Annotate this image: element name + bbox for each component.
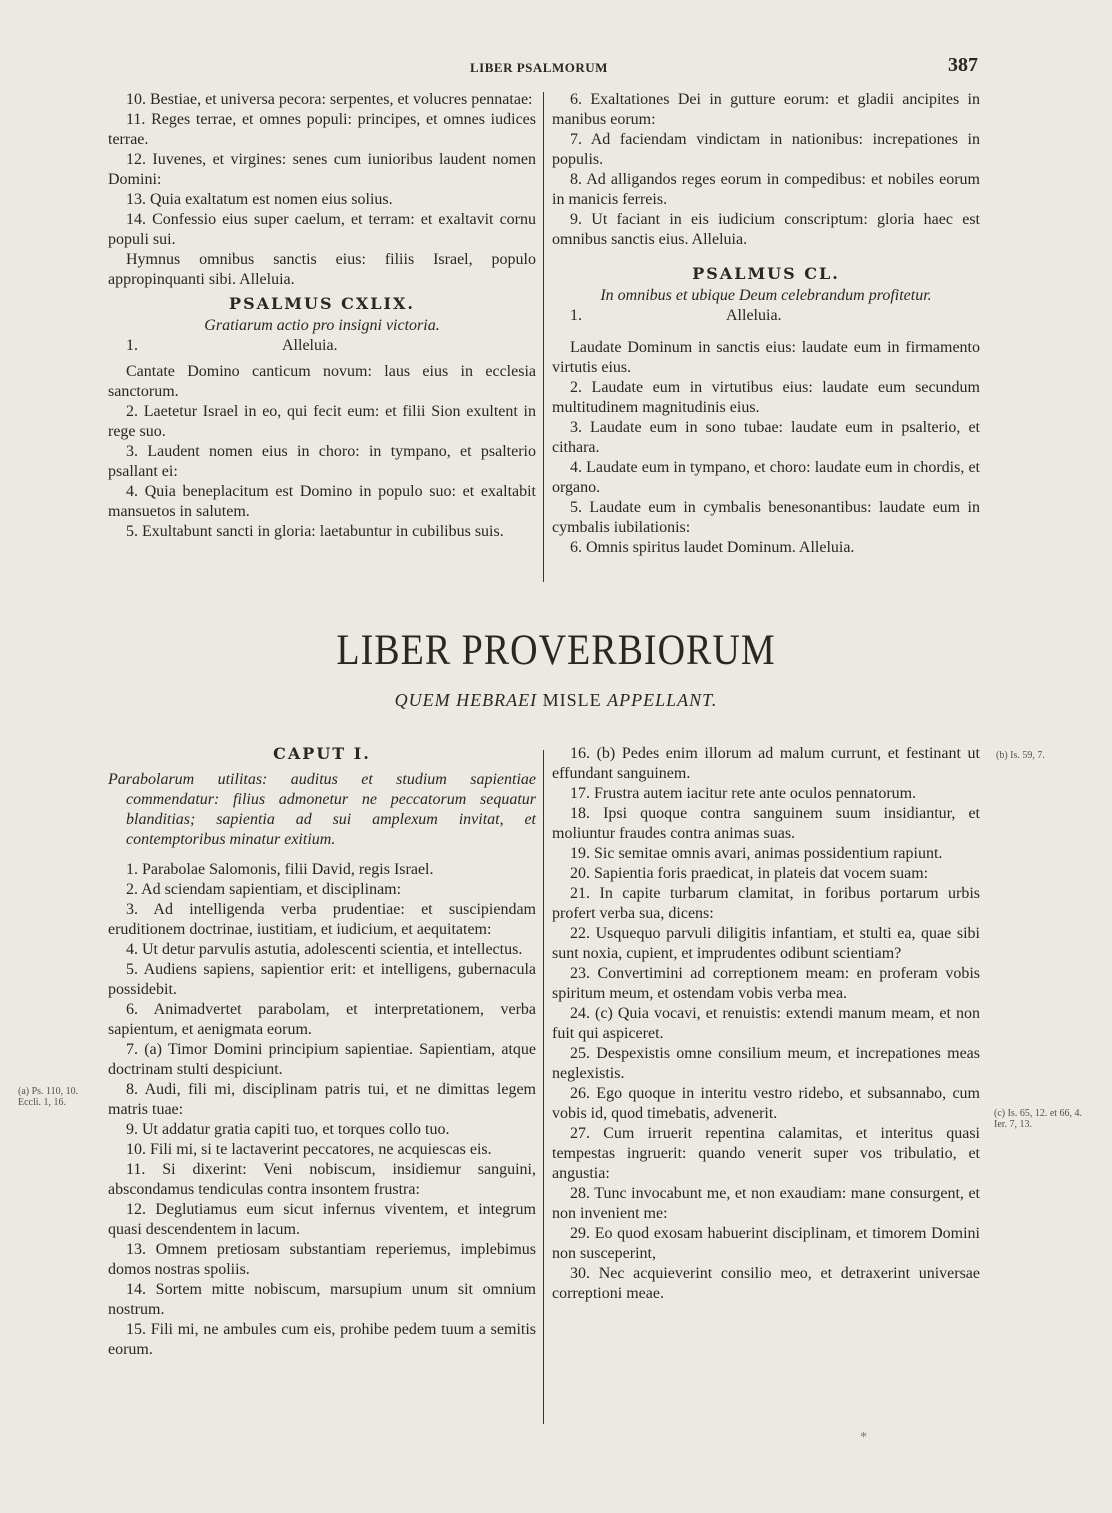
verse: 6. Omnis spiritus laudet Dominum. Alleluia.	[570, 539, 855, 556]
verse: 7. (a) Timor Domini principium sapientiae. Sapientiam, atque doctrinam stulti despiciunt.	[108, 1041, 536, 1078]
end-asterisk: *	[860, 1430, 867, 1445]
verse: Hymnus omnibus sanctis eius: filiis Israel, populo appropinquanti sibi. Alleluia.	[108, 251, 536, 288]
verse: 5. Exultabunt sancti in gloria: laetabuntur in cubilibus suis.	[126, 523, 504, 540]
margin-note-a: (a) Ps. 110, 10. Eccli. 1, 16.	[18, 1086, 79, 1108]
verse: 8. Audi, fili mi, disciplinam patris tui, et ne dimittas legem matris tuae:	[108, 1081, 536, 1118]
verse: 12. Deglutiamus eum sicut infernus viventem, et integrum quasi descendentem in lacum.	[108, 1201, 536, 1238]
verse: 23. Convertimini ad correptionem meam: en proferam vobis spiritum meum, et ostendam vobis verba mea.	[552, 965, 980, 1002]
verse: 29. Eo quod exosam habuerint disciplinam, et timorem Domini non susceperint,	[552, 1225, 980, 1262]
verse: 11. Reges terrae, et omnes populi: principes, et omnes iudices terrae.	[108, 111, 536, 148]
subtitle-part: APPELLANT.	[607, 690, 718, 710]
verse: Cantate Domino canticum novum: laus eius in ecclesia sanctorum.	[108, 363, 536, 400]
verse: 5. Audiens sapiens, sapientior erit: et intelligens, gubernacula possidebit.	[108, 961, 536, 998]
verse: 24. (c) Quia vocavi, et renuistis: extendi manum meam, et non fuit qui aspiceret.	[552, 1005, 980, 1042]
column-top-left	[108, 90, 536, 542]
book-subtitle	[0, 690, 1112, 711]
verse: 28. Tunc invocabunt me, et non exaudiam: mane consurgent, et non invenient me:	[552, 1185, 980, 1222]
margin-note-b: (b) Is. 59, 7.	[996, 750, 1045, 761]
verse: 14. Sortem mitte nobiscum, marsupium unum sit omnium nostrum.	[108, 1281, 536, 1318]
psalm-argument: Gratiarum actio pro insigni victoria.	[204, 317, 440, 334]
verse: 16. (b) Pedes enim illorum ad malum currunt, et festinant ut effundant sanguinem.	[552, 745, 980, 782]
chapter-title: CAPUT I.	[273, 744, 371, 763]
chapter-summary: Parabolarum utilitas: auditus et studium sapientiae commendatur: filius admonetur ne peccatorum sequatur blanditias; sapientia ad sui amplexum invitat, et contemptoribus minatur exitium.	[108, 771, 536, 848]
verse: 11. Si dixerint: Veni nobiscum, insidiemur sanguini, abscondamus tendiculas contra insontem frustra:	[108, 1161, 536, 1198]
verse: 19. Sic semitae omnis avari, animas possidentium rapiunt.	[570, 845, 943, 862]
column-bottom-right	[552, 744, 980, 1304]
column-bottom-left	[108, 744, 536, 1360]
verse: 4. Laudate eum in tympano, et choro: laudate eum in chordis, et organo.	[552, 459, 980, 496]
verse: 25. Despexistis omne consilium meum, et increpationes meas neglexistis.	[552, 1045, 980, 1082]
column-divider	[543, 92, 544, 582]
verse: 2. Laetetur Israel in eo, qui fecit eum: et filii Sion exultent in rege suo.	[108, 403, 536, 440]
verse: 3. Laudate eum in sono tubae: laudate eum in psalterio, et cithara.	[552, 419, 980, 456]
verse: 30. Nec acquieverint consilio meo, et detraxerint universae correptioni meae.	[552, 1265, 980, 1302]
verse: 4. Ut detur parvulis astutia, adolescenti scientia, et intellectus.	[126, 941, 523, 958]
subtitle-part: MISLE	[542, 690, 602, 710]
verse: 15. Fili mi, ne ambules cum eis, prohibe pedem tuum a semitis eorum.	[108, 1321, 536, 1358]
verse: 21. In capite turbarum clamitat, in foribus portarum urbis profert verba sua, dicens:	[552, 885, 980, 922]
column-top-right	[552, 90, 980, 558]
verse: 7. Ad faciendam vindictam in nationibus: increpationes in populis.	[552, 131, 980, 168]
verse: 3. Laudent nomen eius in choro: in tympano, et psalterio psallant ei:	[108, 443, 536, 480]
book-title: LIBER PROVERBIORUM	[336, 625, 776, 675]
verse: 10. Bestiae, et universa pecora: serpentes, et volucres pennatae:	[126, 91, 533, 108]
margin-note-c: (c) Is. 65, 12. et 66, 4. Ier. 7, 13.	[994, 1108, 1083, 1130]
verse: 13. Omnem pretiosam substantiam reperiemus, implebimus domos nostras spoliis.	[108, 1241, 536, 1278]
verse: 4. Quia beneplacitum est Domino in populo suo: et exaltabit mansuetos in salutem.	[108, 483, 536, 520]
alleluia-line	[552, 306, 980, 326]
page-number: 387	[948, 54, 978, 76]
verse: 2. Ad sciendam sapientiam, et disciplinam:	[126, 881, 402, 898]
verse: 12. Iuvenes, et virgines: senes cum iunioribus laudent nomen Domini:	[108, 151, 536, 188]
alleluia-word: Alleluia.	[282, 337, 338, 354]
alleluia-line	[108, 336, 536, 356]
verse: 14. Confessio eius super caelum, et terram: et exaltavit cornu populi sui.	[108, 211, 536, 248]
verse-number: 1.	[570, 307, 582, 324]
verse: 6. Exaltationes Dei in gutture eorum: et gladii ancipites in manibus eorum:	[552, 91, 980, 128]
verse: 2. Laudate eum in virtutibus eius: laudate eum secundum multitudinem magnitudinis eius.	[552, 379, 980, 416]
verse: 1. Parabolae Salomonis, filii David, regis Israel.	[126, 861, 434, 878]
verse: 5. Laudate eum in cymbalis benesonantibus: laudate eum in cymbalis iubilationis:	[552, 499, 980, 536]
verse: Laudate Dominum in sanctis eius: laudate eum in firmamento virtutis eius.	[552, 339, 980, 376]
verse: 22. Usquequo parvuli diligitis infantiam, et stulti ea, quae sibi sunt noxia, cupient, et imprudentes odibunt scientiam?	[552, 925, 980, 962]
verse: 8. Ad alligandos reges eorum in compedibus: et nobiles eorum in manicis ferreis.	[552, 171, 980, 208]
verse: 9. Ut addatur gratia capiti tuo, et torques collo tuo.	[126, 1121, 450, 1138]
verse: 3. Ad intelligenda verba prudentiae: et suscipiendam eruditionem doctrinae, iustitiam, et iudicium, et aequitatem:	[108, 901, 536, 938]
subtitle-part: QUEM HEBRAEI	[394, 690, 538, 710]
alleluia-word: Alleluia.	[726, 307, 782, 324]
psalm-argument: In omnibus et ubique Deum celebrandum profitetur.	[600, 287, 932, 304]
verse: 20. Sapientia foris praedicat, in plateis dat vocem suam:	[570, 865, 929, 882]
verse: 17. Frustra autem iacitur rete ante oculos pennatorum.	[570, 785, 917, 802]
running-head: LIBER PSALMORUM	[470, 60, 608, 75]
verse: 27. Cum irruerit repentina calamitas, et interitus quasi tempestas ingruerit: quando venerit super vos tribulatio, et angustia:	[552, 1125, 980, 1182]
verse: 6. Animadvertet parabolam, et interpretationem, verba sapientum, et aenigmata eorum.	[108, 1001, 536, 1038]
verse-number: 1.	[126, 337, 138, 354]
verse: 10. Fili mi, si te lactaverint peccatores, ne acquiescas eis.	[126, 1141, 492, 1158]
psalm-title: PSALMUS CXLIX.	[229, 294, 415, 313]
psalm-title: PSALMUS CL.	[692, 264, 840, 283]
verse: 18. Ipsi quoque contra sanguinem suum insidiantur, et moliuntur fraudes contra animas suas.	[552, 805, 980, 842]
verse: 9. Ut faciant in eis iudicium conscriptum: gloria haec est omnibus sanctis eius. Alleluia.	[552, 211, 980, 248]
column-divider	[543, 750, 544, 1424]
verse: 13. Quia exaltatum est nomen eius solius.	[126, 191, 393, 208]
verse: 26. Ego quoque in interitu vestro ridebo, et subsannabo, cum vobis id, quod timebatis, advenerit.	[552, 1085, 980, 1122]
